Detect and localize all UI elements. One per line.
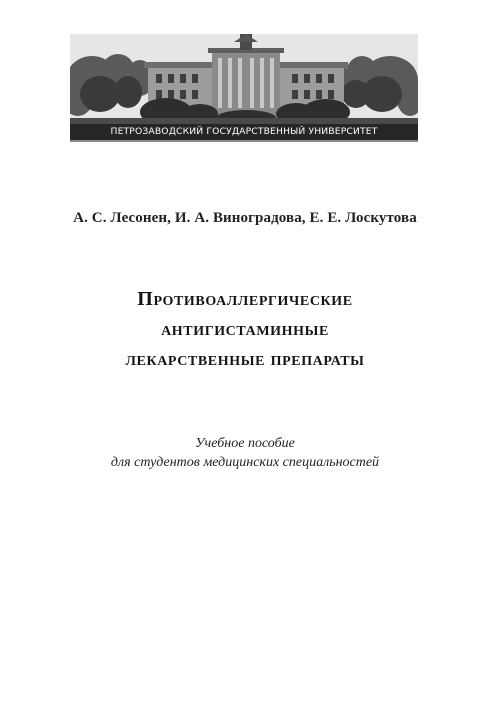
- university-name: ПЕТРОЗАВОДСКИЙ ГОСУДАРСТВЕННЫЙ УНИВЕРСИТЕТ: [110, 126, 378, 137]
- book-title: [0, 284, 490, 374]
- title-line-3: лекарственные препараты: [125, 348, 365, 370]
- book-subtitle: [0, 434, 490, 472]
- subtitle-line-1: Учебное пособие: [195, 436, 295, 451]
- title-line-1: Противоаллергические: [137, 288, 353, 310]
- university-banner: [70, 34, 418, 142]
- subtitle-line-2: для студентов медицинских специальностей: [110, 455, 380, 470]
- title-line-2: антигистаминные: [161, 318, 329, 340]
- authors: А. С. Лесонен, И. А. Виноградова, Е. Е. Лоскутова: [73, 210, 417, 226]
